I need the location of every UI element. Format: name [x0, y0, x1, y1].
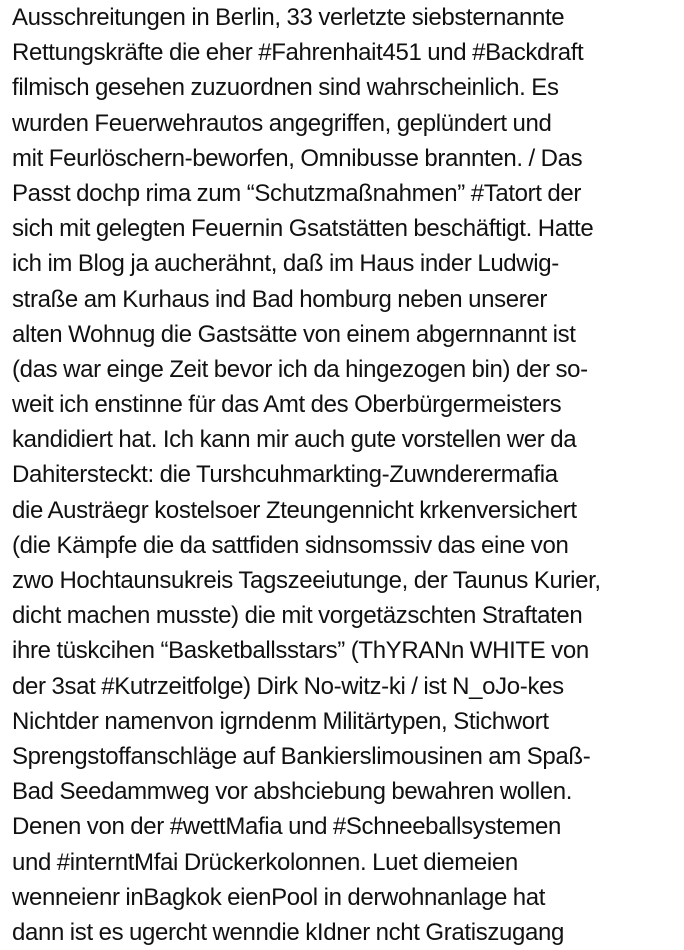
text-line: ihre tüskcihen “Basketballsstars” (ThYRANn WHITE von: [12, 637, 589, 665]
text-line: und #interntMfai Drückerkolonnen. Luet diemeien: [12, 848, 518, 876]
text-line: die Austräegr kostelsoer Zteungennicht krkenversichert: [12, 496, 577, 524]
text-line: dicht machen musste) die mit vorgetäzschten Straftaten: [12, 602, 583, 630]
text-line: Passt dochp rima zum “Schutzmaßnahmen” #Tatort der: [12, 179, 582, 207]
text-line: sich mit gelegten Feuernin Gsatstätten beschäftigt. Hatte: [12, 215, 594, 243]
text-line: ich im Blog ja aucherähnt, daß im Haus inder Ludwig-: [12, 250, 559, 278]
text-line: dann ist es ugercht wenndie kIdner ncht Gratiszugang: [12, 918, 564, 946]
text-line: Sprengstoffanschläge auf Bankierslimousinen am Spaß-: [12, 742, 591, 770]
text-line: Nichtder namenvon igrndenm Militärtypen, Stichwort: [12, 707, 549, 735]
text-line: der 3sat #Kutrzeitfolge) Dirk No-witz-ki / ist N_oJo-kes: [12, 672, 564, 700]
text-line: weit ich enstinne für das Amt des Oberbürgermeisters: [12, 391, 562, 419]
text-line: (das war einge Zeit bevor ich da hingezogen bin) der so-: [12, 355, 588, 383]
text-line: zwo Hochtaunsukreis Tagszeeiutunge, der Taunus Kurier,: [12, 567, 601, 594]
text-line: Denen von der #wettMafia und #Schneeballsystemen: [12, 813, 562, 841]
text-line: filmisch gesehen zuzuordnen sind wahrscheinlich. Es: [12, 74, 559, 102]
text-line: alten Wohnug die Gastsätte von einem abgernnannt ist: [12, 320, 576, 348]
text-line: Bad Seedammweg vor abshciebung bewahren wollen.: [12, 778, 573, 806]
body-text: [12, 0, 680, 950]
text-line: Rettungskräfte die eher #Fahrenhait451 und #Backdraft: [12, 39, 584, 67]
text-line: Ausschreitungen in Berlin, 33 verletzte siebsternannte: [12, 4, 565, 31]
text-line: straße am Kurhaus ind Bad homburg neben unserer: [12, 285, 548, 313]
text-line: Dahitersteckt: die Turshcuhmarkting-Zuwnderermafia: [12, 461, 558, 489]
text-line: wurden Feuerwehrautos angegriffen, geplündert und: [12, 109, 552, 137]
text-line: kandidiert hat. Ich kann mir auch gute vorstellen wer da: [12, 426, 577, 454]
text-line: (die Kämpfe die da sattfiden sidnsomssiv das eine von: [12, 531, 569, 559]
text-line: mit Feurlöschern-beworfen, Omnibusse brannten. / Das: [12, 144, 583, 172]
text-line: wenneienr inBagkok eienPool in derwohnanlage hat: [12, 883, 546, 911]
